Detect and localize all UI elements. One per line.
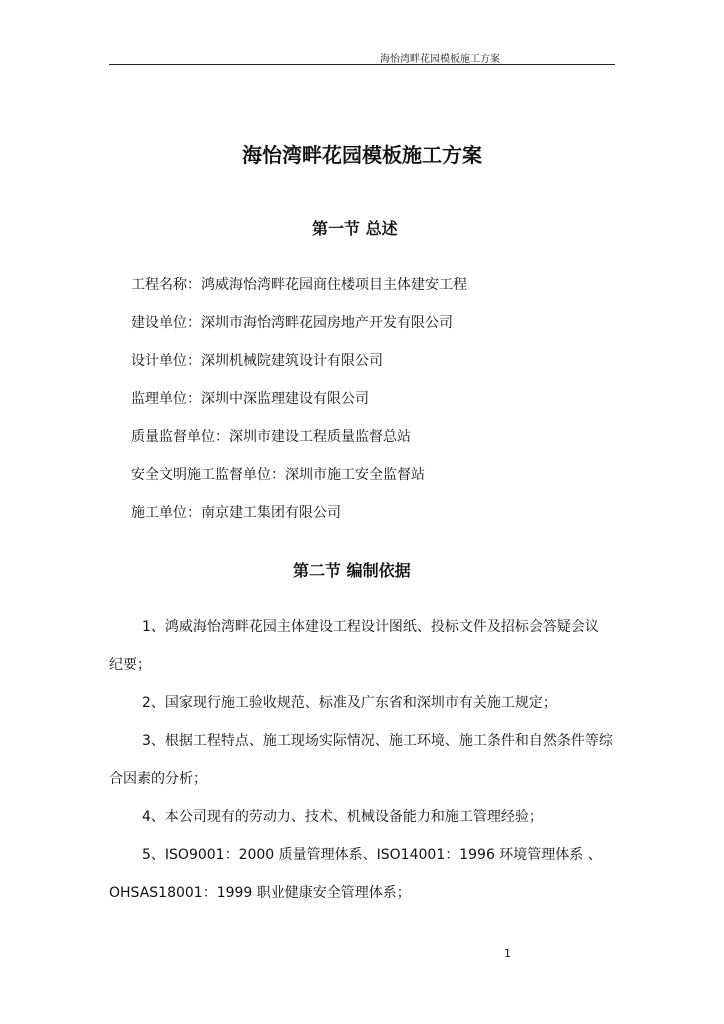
client-line: 建设单位：深圳市海怡湾畔花园房地产开发有限公司 [131, 315, 453, 331]
basis-item-4: 4、本公司现有的劳动力、技术、机械设备能力和施工管理经验； [142, 809, 543, 825]
quality-supervision-line: 质量监督单位：深圳市建设工程质量监督总站 [131, 429, 411, 445]
basis-item-2: 2、国家现行施工验收规范、标准及广东省和深圳市有关施工规定； [142, 695, 557, 711]
contractor-line: 施工单位：南京建工集团有限公司 [131, 505, 341, 521]
basis-item-1: 1、鸿威海怡湾畔花园主体建设工程设计图纸、投标文件及招标会答疑会议 [142, 619, 599, 635]
designer-line: 设计单位：深圳机械院建筑设计有限公司 [131, 353, 383, 369]
basis-item-5: 5、ISO9001：2000 质量管理体系、ISO14001：1996 环境管理体系 、 [142, 847, 602, 863]
project-name-line: 工程名称：鸿威海怡湾畔花园商住楼项目主体建安工程 [131, 277, 467, 293]
section-1-heading: 第一节 总述 [312, 219, 398, 238]
safety-supervision-line: 安全文明施工监督单位：深圳市施工安全监督站 [131, 467, 425, 483]
basis-item-5-cont: OHSAS18001：1999 职业健康安全管理体系； [109, 885, 411, 901]
page-number: 1 [504, 947, 511, 960]
supervisor-line: 监理单位：深圳中深监理建设有限公司 [131, 391, 369, 407]
header-rule [109, 64, 615, 65]
basis-item-3-cont: 合因素的分析； [109, 771, 207, 787]
running-header: 海怡湾畔花园模板施工方案 [380, 54, 500, 65]
basis-item-3: 3、根据工程特点、施工现场实际情况、施工环境、施工条件和自然条件等综 [142, 733, 613, 749]
section-2-heading: 第二节 编制依据 [293, 561, 411, 580]
document-title: 海怡湾畔花园模板施工方案 [242, 143, 482, 167]
basis-item-1-cont: 纪要； [109, 657, 151, 673]
